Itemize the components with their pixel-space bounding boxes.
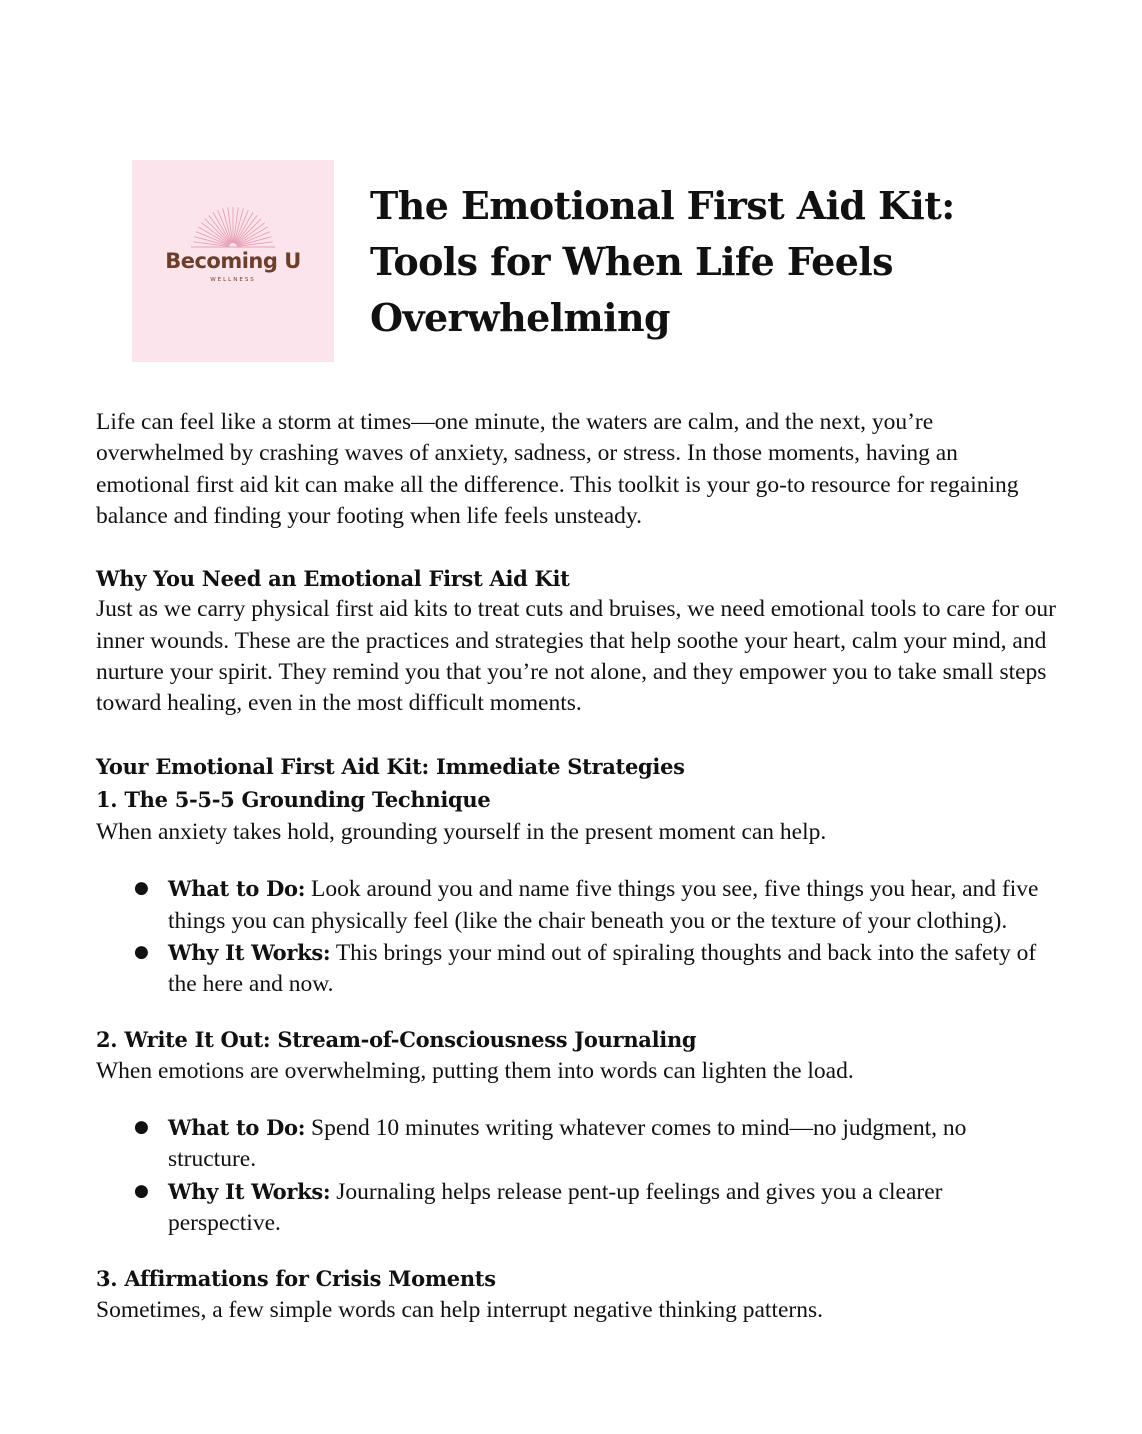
list-item bbox=[134, 937, 1056, 1001]
list-item bbox=[134, 873, 1056, 937]
list-item bbox=[134, 1112, 1056, 1176]
bullet-icon: ● bbox=[134, 1180, 149, 1201]
logo-brand-name: Becoming U bbox=[165, 249, 301, 273]
document-body bbox=[96, 407, 1056, 1326]
bullet-label: What to Do: bbox=[168, 876, 306, 902]
bullet-text: This brings your mind out of spiraling thoughts and back into the safety of the here and now. bbox=[168, 939, 1037, 998]
strategy-3-heading: 3. Affirmations for Crisis Moments bbox=[96, 1266, 496, 1292]
bullet-text: Spend 10 minutes writing whatever comes to mind—no judgment, no structure. bbox=[168, 1115, 967, 1173]
bullet-icon: ● bbox=[134, 1117, 149, 1138]
bullet-label: Why It Works: bbox=[168, 1178, 331, 1204]
bullet-label: What to Do: bbox=[168, 1115, 306, 1141]
why-heading: Why You Need an Emotional First Aid Kit bbox=[96, 566, 570, 592]
why-paragraph: Just as we carry physical first aid kits to treat cuts and bruises, we need emotional tools to care for our inner wounds. These are the practices and strategies that help soothe your heart, calm your mind, and nurture your spirit. They remind you that you’re not alone, and they empower you to take small steps toward healing, even in the most difficult moments. bbox=[96, 596, 1056, 717]
intro-paragraph: Life can feel like a storm at times—one minute, the waters are calm, and the next, you’re overwhelmed by crashing waves of anxiety, sadness, or stress. In those moments, having an emotional first aid kit can make all the difference. This toolkit is your go-to resource for regaining balance and finding your footing when life feels unsteady. bbox=[96, 409, 1019, 529]
bullet-text: Look around you and name five things you see, five things you hear, and five things you can physically feel (like the chair beneath you or the texture of your clothing). bbox=[168, 876, 1039, 934]
strategy-1-intro: When anxiety takes hold, grounding yourself in the present moment can help. bbox=[96, 818, 827, 845]
strategy-2-intro: When emotions are overwhelming, putting them into words can lighten the load. bbox=[96, 1057, 854, 1084]
sunburst-logo-icon bbox=[132, 160, 334, 362]
page-title: The Emotional First Aid Kit: Tools for When Life Feels Overwhelming bbox=[370, 183, 955, 340]
logo-tagline: WELLNESS bbox=[210, 277, 256, 283]
bullet-text: Journaling helps release pent-up feelings and gives you a clearer perspective. bbox=[168, 1178, 943, 1236]
strategy-1-heading: 1. The 5-5-5 Grounding Technique bbox=[96, 786, 491, 812]
bullet-icon: ● bbox=[134, 878, 149, 899]
bullet-label: Why It Works: bbox=[168, 939, 331, 965]
strategies-heading: Your Emotional First Aid Kit: Immediate Strategies bbox=[96, 753, 685, 779]
strategy-1-list bbox=[96, 873, 1056, 1000]
list-item bbox=[134, 1176, 1056, 1240]
strategy-2-list bbox=[96, 1112, 1056, 1239]
bullet-icon: ● bbox=[134, 941, 149, 962]
strategy-3-intro: Sometimes, a few simple words can help interrupt negative thinking patterns. bbox=[96, 1296, 824, 1323]
becoming-u-logo bbox=[132, 160, 334, 362]
strategy-2-heading: 2. Write It Out: Stream-of-Consciousness Journaling bbox=[96, 1027, 697, 1053]
